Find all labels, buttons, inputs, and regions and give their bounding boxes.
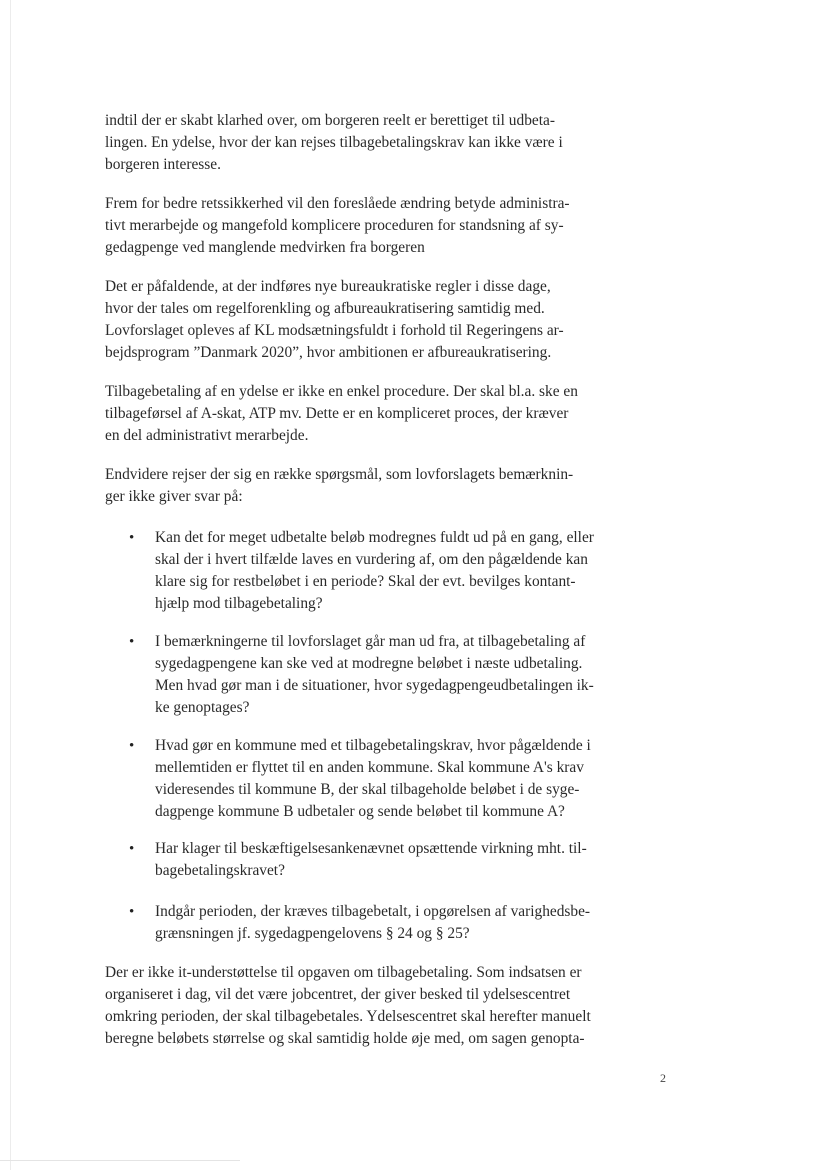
bullet-icon: • — [129, 738, 135, 754]
text-line: omkring perioden, der skal tilbagebetales. Ydelsescentret skal herefter manuelt — [105, 1008, 591, 1025]
text-line: dagpenge kommune B udbetaler og sende beløbet til kommune A? — [155, 803, 565, 820]
text-line: grænsningen jf. sygedagpengelovens § 24 og § 25? — [155, 925, 470, 942]
text-line: klare sig for restbeløbet i en periode? Skal der evt. bevilges kontant- — [155, 573, 576, 590]
text-line: mellemtiden er flyttet til en anden kommune. Skal kommune A's krav — [155, 759, 584, 776]
text-line: tivt merarbejde og mangefold komplicere proceduren for standsning af sy- — [105, 217, 564, 234]
page-scan-edge — [10, 0, 11, 1170]
text-line: Der er ikke it-understøttelse til opgaven om tilbagebetaling. Som indsatsen er — [105, 964, 582, 981]
text-line: Tilbagebetaling af en ydelse er ikke en enkel procedure. Der skal bl.a. ske en — [105, 383, 578, 400]
text-line: videresendes til kommune B, der skal tilbageholde beløbet i de syge- — [155, 781, 580, 798]
text-line: indtil der er skabt klarhed over, om borgeren reelt er berettiget til udbeta- — [105, 112, 555, 129]
text-line: Men hvad gør man i de situationer, hvor sygedagpengeudbetalingen ik- — [155, 677, 594, 694]
text-line: gedagpenge ved manglende medvirken fra borgeren — [105, 239, 425, 256]
bullet-item — [155, 901, 625, 945]
text-line: tilbageførsel af A-skat, ATP mv. Dette er en kompliceret proces, der kræver — [105, 405, 569, 422]
paragraph-bureaukrati — [105, 276, 625, 364]
text-line: organiseret i dag, vil det være jobcentret, der giver besked til ydelsescentret — [105, 986, 571, 1003]
bullet-item — [155, 838, 625, 882]
text-line: ger ikke giver svar på: — [105, 488, 243, 505]
page-scan-bottom-edge — [0, 1160, 240, 1161]
paragraph-spoergsmaal-intro — [105, 464, 625, 508]
paragraph-tilbagebetaling — [105, 381, 625, 447]
bullet-icon: • — [129, 904, 135, 920]
text-line: borgeren interesse. — [105, 156, 221, 173]
page-number: 2 — [660, 1071, 666, 1085]
text-line: beregne beløbets størrelse og skal samtidig holde øje med, om sagen genopta- — [105, 1030, 585, 1047]
text-line: Hvad gør en kommune med et tilbagebetalingskrav, hvor pågældende i — [155, 737, 591, 754]
text-line: I bemærkningerne til lovforslaget går man ud fra, at tilbagebetaling af — [155, 633, 586, 650]
bullet-icon: • — [129, 634, 135, 650]
text-line: Lovforslaget opleves af KL modsætningsfuldt i forhold til Regeringens ar- — [105, 322, 564, 339]
text-line: hjælp mod tilbagebetaling? — [155, 595, 323, 612]
paragraph-it-understoettelse — [105, 962, 625, 1050]
text-line: lingen. En ydelse, hvor der kan rejses tilbagebetalingskrav kan ikke være i — [105, 134, 563, 151]
text-line: Det er påfaldende, at der indføres nye bureaukratiske regler i disse dage, — [105, 278, 551, 295]
text-line: Indgår perioden, der kræves tilbagebetalt, i opgørelsen af varighedsbe- — [155, 903, 591, 920]
paragraph-retssikkerhed — [105, 193, 625, 259]
paragraph-continuation — [105, 110, 625, 176]
text-line: Endvidere rejser der sig en række spørgsmål, som lovforslagets bemærknin- — [105, 466, 574, 483]
bullet-item — [155, 527, 625, 615]
text-line: Kan det for meget udbetalte beløb modregnes fuldt ud på en gang, eller — [155, 529, 594, 546]
text-line: en del administrativt merarbejde. — [105, 427, 309, 444]
text-line: skal der i hvert tilfælde laves en vurdering af, om den pågældende kan — [155, 551, 588, 568]
text-line: Har klager til beskæftigelsesankenævnet opsættende virkning mht. til- — [155, 840, 587, 857]
bullet-icon: • — [129, 841, 135, 857]
text-line: ke genoptages? — [155, 699, 250, 716]
text-line: Frem for bedre retssikkerhed vil den foreslåede ændring betyde administra- — [105, 195, 570, 212]
bullet-icon: • — [129, 530, 135, 546]
bullet-item — [155, 631, 625, 719]
text-line: bejdsprogram ”Danmark 2020”, hvor ambitionen er afbureaukratisering. — [105, 344, 552, 361]
text-line: bagebetalingskravet? — [155, 862, 285, 879]
text-line: sygedagpengene kan ske ved at modregne beløbet i næste udbetaling. — [155, 655, 583, 672]
text-line: hvor der tales om regelforenkling og afbureaukratisering samtidig med. — [105, 300, 545, 317]
bullet-item — [155, 735, 625, 823]
